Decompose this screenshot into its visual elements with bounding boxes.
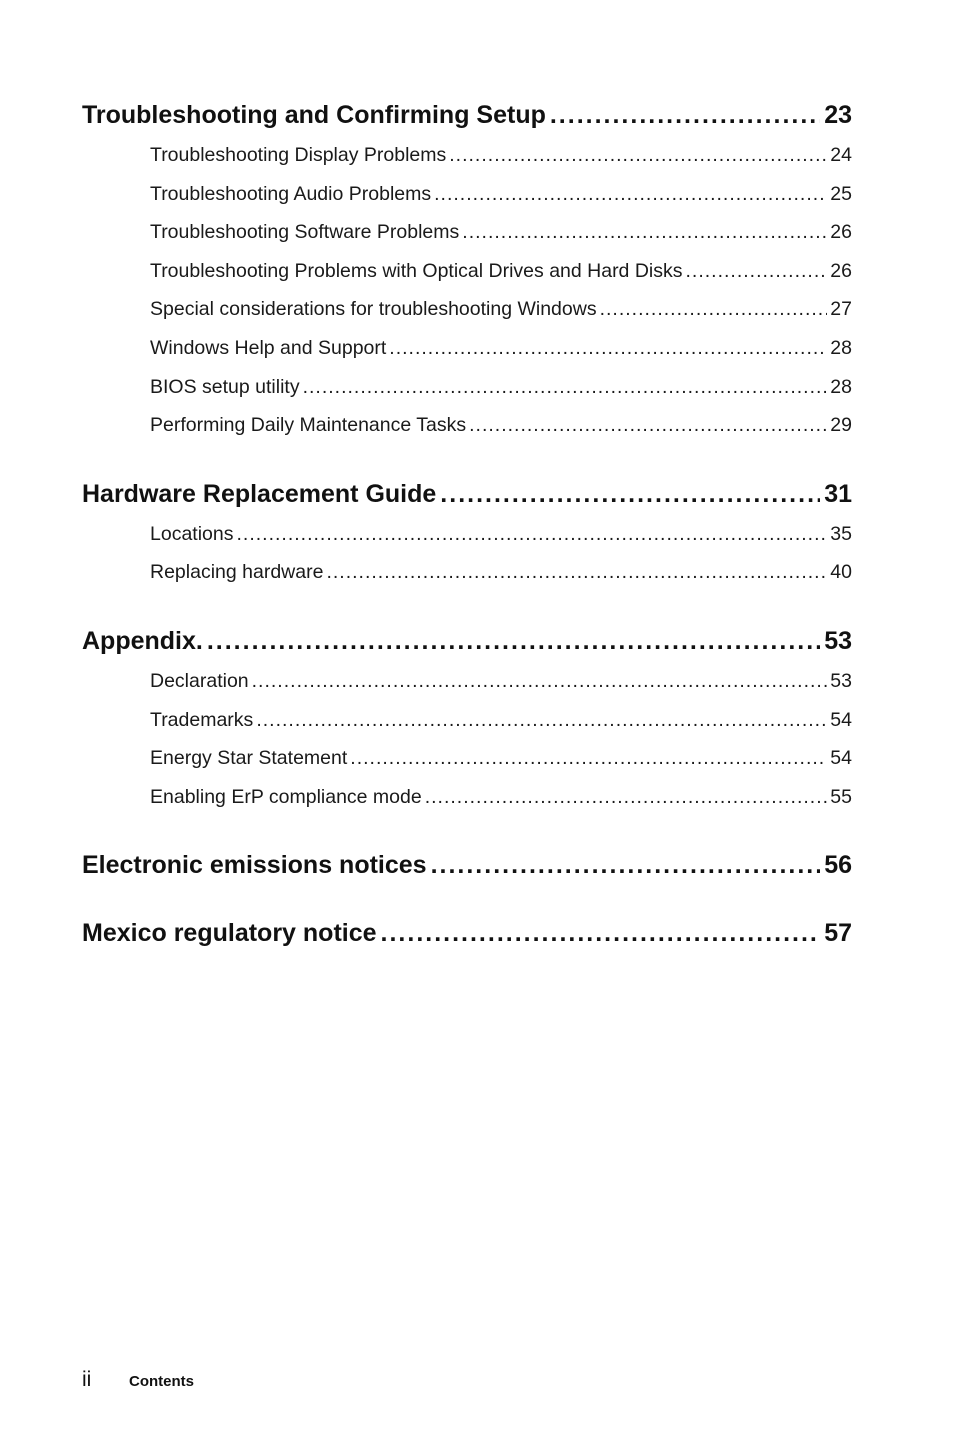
- dot-leader: [326, 553, 827, 592]
- toc-subsection-entry[interactable]: [150, 553, 852, 592]
- toc-subsection-entry[interactable]: [150, 252, 852, 291]
- toc-page-number: 26: [830, 259, 852, 282]
- dot-leader: [600, 290, 828, 329]
- dot-leader: [462, 213, 827, 252]
- toc-subsection-title: Troubleshooting Software Problems: [150, 221, 460, 244]
- toc-subsection-title: Special considerations for troubleshooting Windows: [150, 298, 597, 321]
- dot-leader: [434, 175, 827, 214]
- toc-subsection-entry[interactable]: [150, 406, 852, 445]
- toc-subsection-entry[interactable]: [150, 739, 852, 778]
- toc-page-number: 31: [824, 479, 852, 508]
- dot-leader: [252, 662, 828, 701]
- page-footer: [82, 1368, 194, 1392]
- toc-subsection-entry[interactable]: [150, 368, 852, 407]
- toc-page-number: 35: [830, 522, 852, 545]
- toc-page-number: 23: [824, 101, 852, 129]
- dot-leader: [425, 778, 828, 817]
- toc-page-number: 53: [830, 669, 852, 692]
- toc-chapter-entry[interactable]: [82, 914, 852, 952]
- dot-leader: [449, 136, 827, 175]
- toc-page-number: 29: [830, 414, 852, 437]
- dot-leader: [469, 406, 827, 445]
- toc-chapter-title: Troubleshooting and Confirming Setup: [82, 101, 546, 129]
- toc-page-number: 57: [824, 919, 852, 948]
- toc-section: [82, 475, 852, 592]
- toc-subsection-title: Energy Star Statement: [150, 747, 348, 770]
- toc-subsection-entry[interactable]: [150, 515, 852, 554]
- dot-leader: [236, 515, 827, 554]
- toc-subsection-entry[interactable]: [150, 329, 852, 368]
- toc-chapter-title: Hardware Replacement Guide: [82, 479, 437, 508]
- toc-subsection-title: Windows Help and Support: [150, 336, 387, 359]
- dot-leader: [686, 252, 828, 291]
- toc-page-number: 54: [830, 708, 852, 731]
- toc-page-number: 28: [830, 336, 852, 359]
- dot-leader: [431, 846, 821, 884]
- toc-subsection-entry[interactable]: [150, 213, 852, 252]
- dot-leader: [207, 622, 820, 660]
- toc-subsection-entry[interactable]: [150, 175, 852, 214]
- toc-subsection-title: BIOS setup utility: [150, 375, 300, 398]
- toc-chapter-title: Appendix.: [82, 626, 203, 655]
- toc-page-number: 53: [824, 626, 852, 655]
- toc-chapter-title: Electronic emissions notices: [82, 851, 427, 880]
- running-footer-label: Contents: [129, 1373, 194, 1390]
- toc-page-number: 40: [830, 561, 852, 584]
- dot-leader: [389, 329, 827, 368]
- toc-page-number: 28: [830, 375, 852, 398]
- toc-page-number: 56: [824, 851, 852, 880]
- toc-subsection-title: Trademarks: [150, 708, 254, 731]
- toc-chapter-entry[interactable]: [82, 96, 852, 134]
- toc-section: [82, 622, 852, 816]
- toc-subsection-entry[interactable]: [150, 136, 852, 175]
- dot-leader: [550, 96, 820, 134]
- toc-page-number: 25: [830, 182, 852, 205]
- page-folio: ii: [82, 1368, 92, 1391]
- toc-subsection-title: Locations: [150, 522, 234, 545]
- toc-page-number: 27: [830, 298, 852, 321]
- toc-subsection-title: Troubleshooting Problems with Optical Drives and Hard Disks: [150, 259, 683, 282]
- toc-page-number: 54: [830, 747, 852, 770]
- dot-leader: [303, 368, 828, 407]
- toc-subsection-title: Declaration: [150, 669, 249, 692]
- toc-section: [82, 846, 852, 884]
- toc-chapter-entry[interactable]: [82, 622, 852, 660]
- toc-subsection-title: Troubleshooting Display Problems: [150, 144, 447, 166]
- dot-leader: [350, 739, 827, 778]
- dot-leader: [381, 914, 821, 952]
- toc-chapter-entry[interactable]: [82, 846, 852, 884]
- toc-chapter-title: Mexico regulatory notice: [82, 919, 377, 948]
- toc-page-number: 26: [830, 221, 852, 244]
- toc-page-number: 24: [830, 144, 852, 166]
- toc-subsection-title: Replacing hardware: [150, 561, 324, 584]
- toc-page-number: 55: [830, 785, 852, 808]
- toc-subsection-title: Troubleshooting Audio Problems: [150, 182, 432, 205]
- toc-chapter-entry[interactable]: [82, 475, 852, 513]
- dot-leader: [256, 701, 827, 740]
- toc-section: [82, 914, 852, 952]
- table-of-contents: [82, 96, 852, 952]
- dot-leader: [440, 475, 820, 513]
- toc-section: [82, 96, 852, 445]
- toc-subsection-list: [82, 136, 852, 445]
- toc-subsection-list: [82, 662, 852, 816]
- toc-subsection-title: Performing Daily Maintenance Tasks: [150, 414, 467, 437]
- toc-subsection-entry[interactable]: [150, 662, 852, 701]
- toc-subsection-title: Enabling ErP compliance mode: [150, 785, 422, 808]
- toc-subsection-entry[interactable]: [150, 778, 852, 817]
- toc-subsection-entry[interactable]: [150, 701, 852, 740]
- toc-subsection-entry[interactable]: [150, 290, 852, 329]
- toc-subsection-list: [82, 515, 852, 592]
